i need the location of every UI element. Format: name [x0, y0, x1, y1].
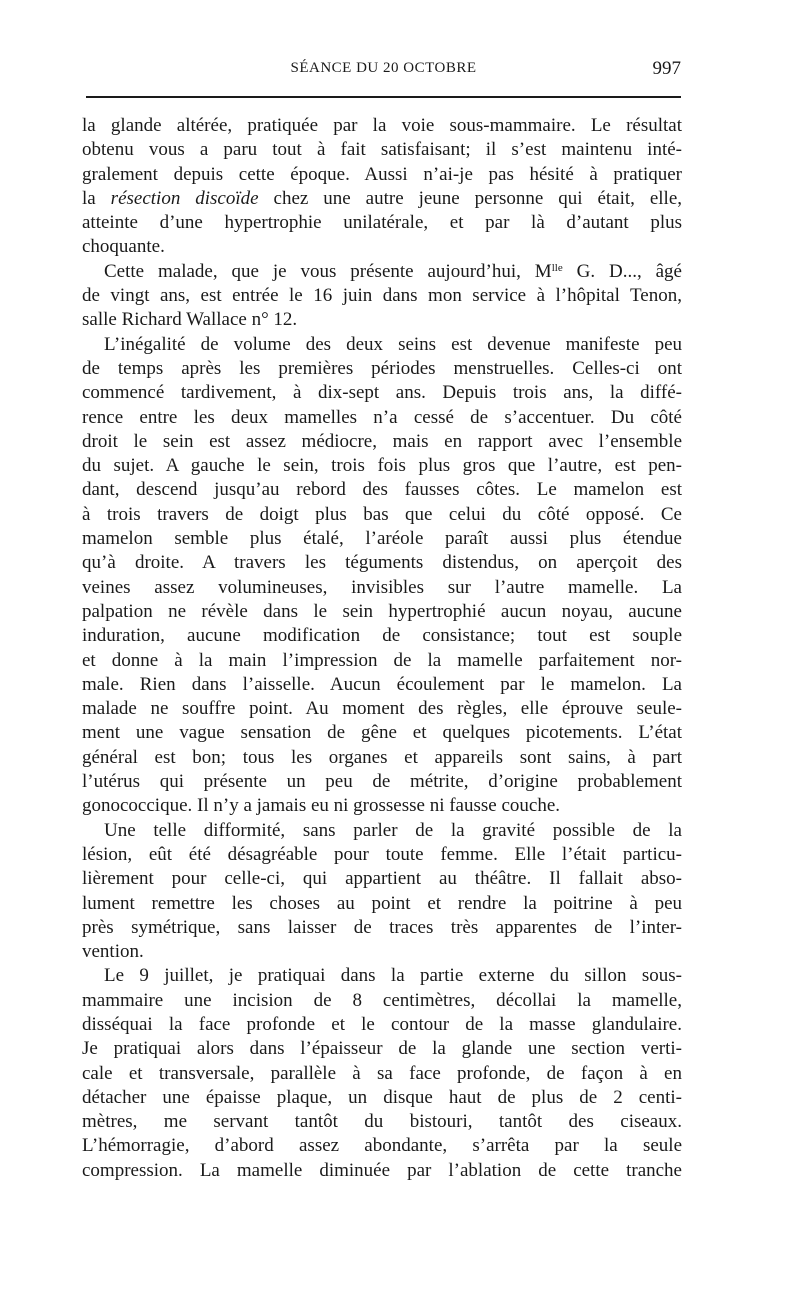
text-line: gralement depuis cette époque. Aussi n’ai-je pas hésité à pratiquer: [82, 163, 682, 185]
text-segment: Cette malade, que je vous présente aujourd’hui, M: [104, 260, 552, 282]
italic-term: résection discoïde: [110, 187, 259, 209]
superscript: lle: [551, 261, 563, 274]
text-line: de vingt ans, est entrée le 16 juin dans mon service à l’hôpital Tenon,: [82, 285, 682, 307]
text-line: cale et transversale, parallèle à sa face profonde, de façon à en: [82, 1062, 682, 1084]
text-line: Le 9 juillet, je pratiquai dans la partie externe du sillon sous-: [104, 965, 682, 987]
text-line: obtenu vous a paru tout à fait satisfaisant; il s’est maintenu inté-: [82, 139, 682, 161]
text-line: mamelon semble plus étalé, l’aréole paraît aussi plus étendue: [82, 528, 682, 550]
text-line: gonococcique. Il n’y a jamais eu ni grossesse ni fausse couche.: [82, 795, 561, 817]
text-line: qu’à droite. A travers les téguments distendus, on aperçoit des: [82, 552, 682, 574]
running-head-title: SÉANCE DU 20 OCTOBRE: [290, 60, 477, 76]
text-line: malade ne souffre point. Au moment des règles, elle éprouve seule-: [82, 698, 682, 720]
page-number: 997: [652, 58, 681, 79]
text-line: mètres, me servant tantôt du bistouri, tantôt des ciseaux.: [82, 1111, 682, 1133]
text-line: Une telle difformité, sans parler de la gravité possible de la: [104, 819, 682, 841]
text-line: l’utérus qui présente un peu de métrite, d’origine probablement: [82, 771, 682, 793]
running-head: [86, 58, 681, 84]
text-line: dant, descend jusqu’au rebord des fausses côtes. Le mamelon est: [82, 479, 682, 501]
text-line: lésion, eût été désagréable pour toute femme. Elle l’était particu-: [82, 843, 682, 865]
text-line: Je pratiquai alors dans l’épaisseur de la glande une section verti-: [82, 1038, 682, 1060]
text-line: à trois travers de doigt plus bas que celui du côté opposé. Ce: [82, 503, 682, 525]
text-line: disséquai la face profonde et le contour de la masse glandulaire.: [82, 1013, 682, 1035]
text-line: atteinte d’une hypertrophie unilatérale, et par là d’autant plus: [82, 212, 682, 234]
text-line: male. Rien dans l’aisselle. Aucun écoulement par le mamelon. La: [82, 673, 682, 695]
text-line: compression. La mamelle diminuée par l’ablation de cette tranche: [82, 1159, 682, 1181]
text-line: commencé tardivement, à dix-sept ans. Depuis trois ans, la diffé-: [82, 382, 682, 404]
text-line: vention.: [82, 941, 144, 963]
text-line: de temps après les premières périodes menstruelles. Celles-ci ont: [82, 357, 682, 379]
text-line: [82, 187, 682, 211]
text-line: lièrement pour celle-ci, qui appartient au théâtre. Il fallait abso-: [82, 868, 682, 890]
text-line: près symétrique, sans laisser de traces très apparentes de l’inter-: [82, 916, 682, 938]
text-line: ment une vague sensation de gêne et quelques picotements. L’état: [82, 722, 682, 744]
text-line: veines assez volumineuses, invisibles sur l’autre mamelle. La: [82, 576, 682, 598]
text-line: [82, 260, 682, 284]
text-line: la glande altérée, pratiquée par la voie sous-mammaire. Le résultat: [82, 115, 682, 136]
text-segment: chez une autre jeune personne qui était, elle,: [258, 187, 683, 209]
text-line: détacher une épaisse plaque, un disque haut de plus de 2 centi-: [82, 1086, 682, 1108]
body-text: [82, 114, 682, 1183]
text-line: droit le sein est assez médiocre, mais en rapport avec l’ensemble: [82, 430, 682, 452]
text-line: induration, aucune modification de consistance; tout est souple: [82, 625, 682, 647]
text-line: L’hémorragie, d’abord assez abondante, s’arrêta par la seule: [82, 1135, 682, 1157]
text-line: rence entre les deux mamelles n’a cessé de s’accentuer. Du côté: [82, 406, 682, 428]
text-line: du sujet. A gauche le sein, trois fois plus gros que l’autre, est pen-: [82, 455, 682, 477]
text-line: palpation ne révèle dans le sein hypertrophié aucun noyau, aucune: [82, 600, 682, 622]
text-line: lument remettre les choses au point et rendre la poitrine à peu: [82, 892, 682, 914]
text-line: et donne à la main l’impression de la mamelle parfaitement nor-: [82, 649, 682, 671]
text-line: salle Richard Wallace n° 12.: [82, 309, 298, 331]
text-line: mammaire une incision de 8 centimètres, décollai la mamelle,: [82, 989, 682, 1011]
text-segment: la: [82, 187, 111, 209]
header-rule: [86, 96, 681, 98]
text-line: L’inégalité de volume des deux seins est devenue manifeste peu: [104, 333, 682, 355]
text-line: général est bon; tous les organes et appareils sont sains, à part: [82, 746, 682, 768]
text-line: choquante.: [82, 236, 165, 258]
text-segment: G. D..., âgé: [562, 260, 682, 282]
